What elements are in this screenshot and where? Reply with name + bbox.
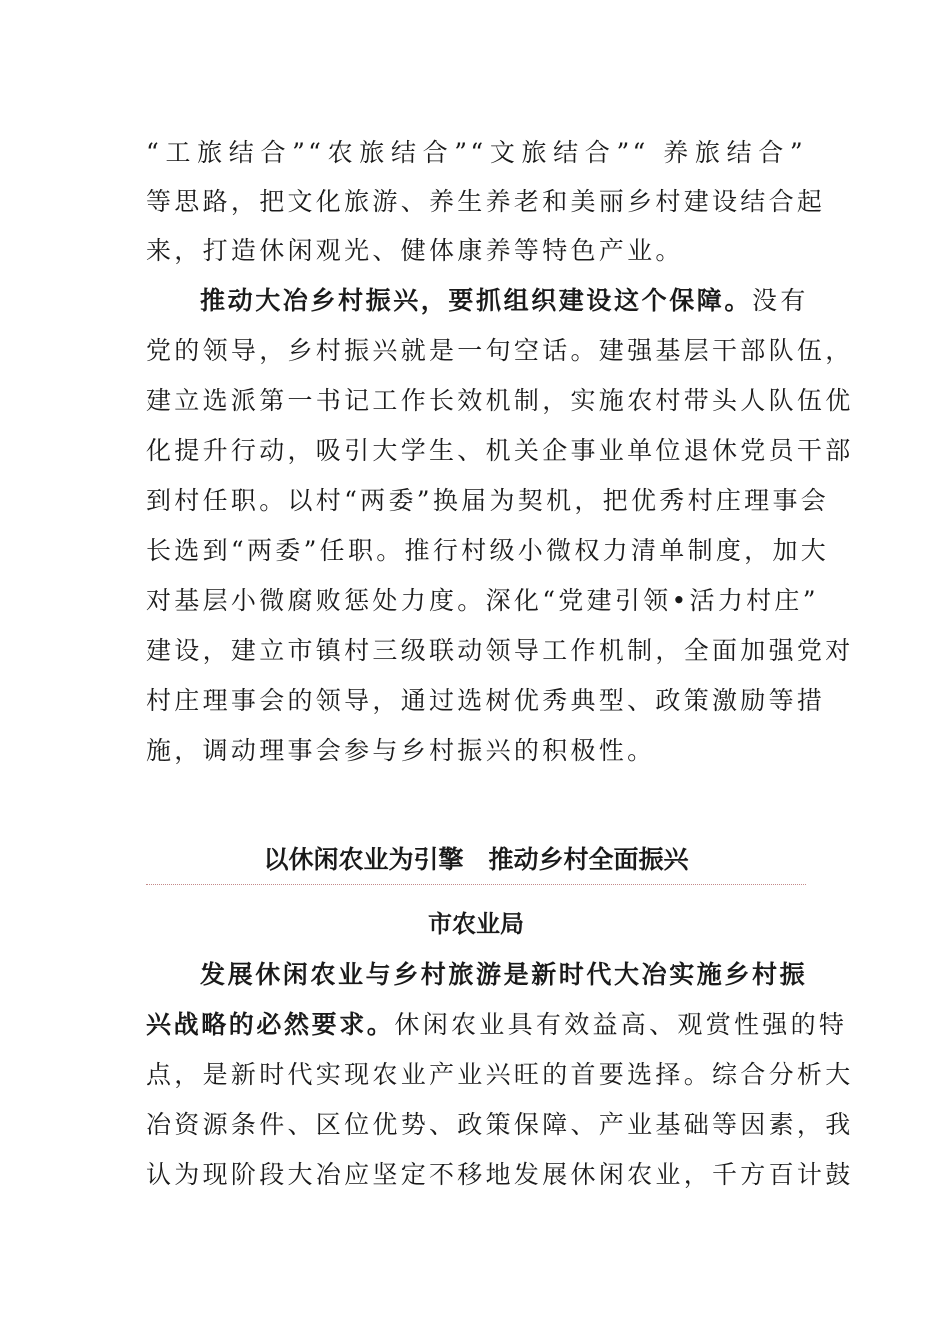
paragraph-line: 来，打造休闲观光、健体康养等特色产业。 [146,236,684,265]
paragraph-line: 等思路，把文化旅游、养生养老和美丽乡村建设结合起 [146,187,826,216]
paragraph-lead-line [146,276,809,326]
paragraph-line: 施，调动理事会参与乡村振兴的积极性。 [146,736,656,765]
paragraph-lead-rest: 没有 [752,286,809,315]
paragraph-line: 冶资源条件、区位优势、政策保障、产业基础等因素，我 [146,1110,854,1139]
title-divider [146,884,806,885]
paragraph-lead-bold: 发展休闲农业与乡村旅游是新时代大冶实施乡村振 [200,960,808,989]
paragraph-lead-line [146,1000,848,1050]
paragraph-line: 点，是新时代实现农业产业兴旺的首要选择。综合分析大 [146,1060,854,1089]
paragraph-lead-rest: 休闲农业具有效益高、观赏性强的特 [394,1010,848,1039]
paragraph-line: 长选到“两委”任职。推行村级小微权力清单制度，加大 [146,536,830,565]
paragraph-line: “工旅结合”“农旅结合”“文旅结合”“ 养旅结合” [146,138,806,167]
article-author: 市农业局 [428,910,524,938]
paragraph-line: 化提升行动，吸引大学生、机关企事业单位退休党员干部 [146,436,854,465]
paragraph-line: 认为现阶段大冶应坚定不移地发展休闲农业，千方百计鼓 [146,1160,854,1189]
paragraph-line: 到村任职。以村“两委”换届为契机，把优秀村庄理事会 [146,486,830,515]
paragraph-line: 村庄理事会的领导，通过选树优秀典型、政策激励等措 [146,686,826,715]
article-title: 以休闲农业为引擎 推动乡村全面振兴 [263,845,689,874]
paragraph-line: 党的领导，乡村振兴就是一句空话。建强基层干部队伍， [146,336,854,365]
paragraph-line: 对基层小微腐败惩处力度。深化“党建引领•活力村庄” [146,586,819,615]
paragraph-line: 建设，建立市镇村三级联动领导工作机制，全面加强党对 [146,636,854,665]
paragraph-lead-bold: 兴战略的必然要求。 [146,1010,395,1039]
paragraph-lead-bold: 推动大冶乡村振兴，要抓组织建设这个保障。 [200,286,753,315]
paragraph-lead-line [146,950,806,1000]
paragraph-line: 建立选派第一书记工作长效机制，实施农村带头人队伍优 [146,386,854,415]
